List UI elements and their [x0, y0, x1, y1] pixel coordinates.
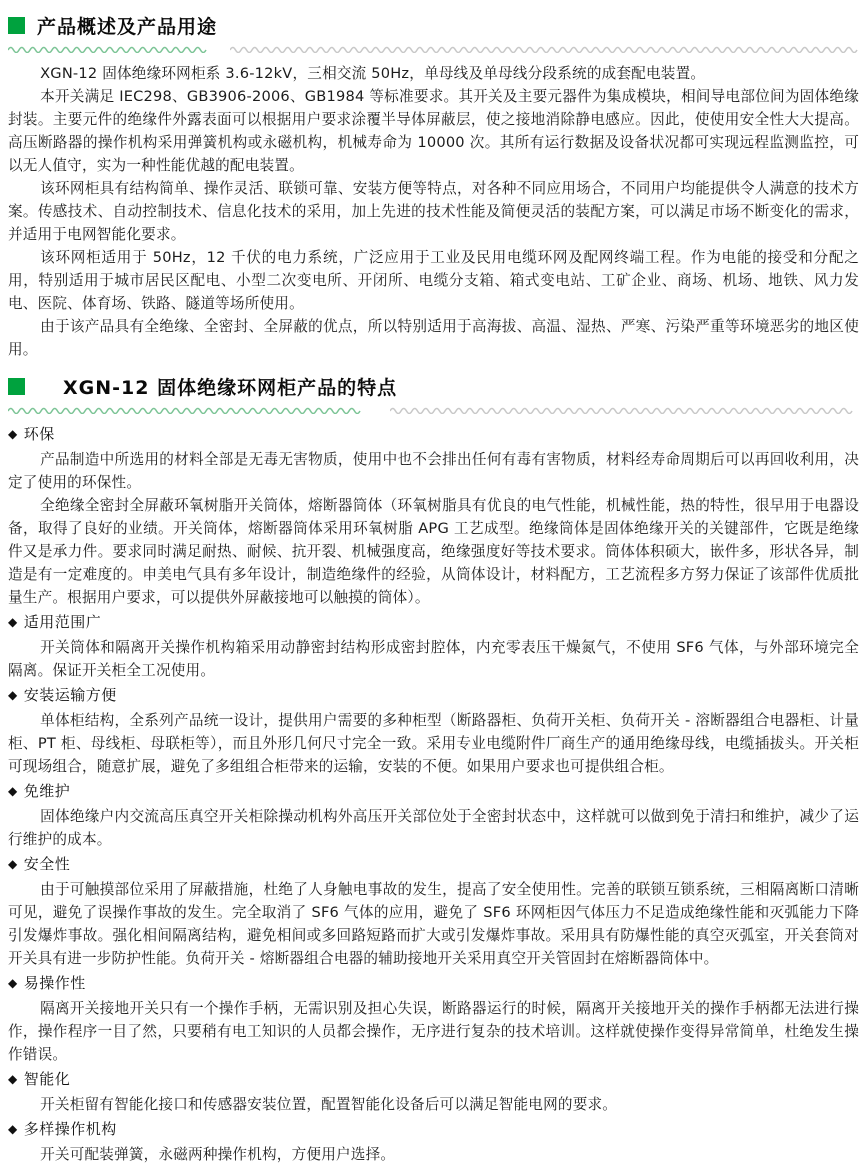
feature-label-text: 适用范围广 [23, 613, 102, 631]
feature-label-text: 安装运输方便 [23, 686, 117, 704]
section-header-overview [8, 12, 859, 39]
feature-label [8, 423, 859, 447]
feature-paragraph: 固体绝缘户内交流高压真空开关柜除操动机构外高压开关部位处于全密封状态中，这样就可以做到免于清扫和维护，减少了运行维护的成本。 [8, 808, 859, 848]
feature-label-text: 环保 [23, 425, 55, 443]
diamond-bullet-icon: ◆ [8, 615, 18, 629]
feature-label [8, 780, 859, 804]
feature-paragraph: 开关可配装弹簧，永磁两种操作机构，方便用户选择。 [40, 1146, 396, 1163]
green-square-bullet-icon [8, 378, 25, 395]
diamond-bullet-icon: ◆ [8, 1122, 18, 1136]
diamond-bullet-icon: ◆ [8, 427, 18, 441]
overview-paragraphs [8, 62, 859, 361]
section-header-features [8, 373, 859, 400]
wavy-divider-features [8, 405, 859, 414]
feature-paragraph: 由于可触摸部位采用了屏蔽措施，杜绝了人身触电事故的发生，提高了安全使用性。完善的联锁互锁系统，三相隔离断口清晰可见，避免了误操作事故的发生。完全取消了 SF6 气体的应用，避免了 SF6 环网柜因气体压力不足造成绝缘性能和灭弧能力下降引发爆炸事故。强化相间隔离结构，避免相间或多回路短路而扩大或引发爆炸事故。采用具有防爆性能的真空灭弧室，开关套筒对开关具有进一步防护性能。负荷开关 - 熔断器组合电器的辅助接地开关采用真空开关管固封在熔断器筒体中。 [8, 881, 859, 967]
feature-label [8, 611, 859, 635]
diamond-bullet-icon: ◆ [8, 1072, 18, 1086]
feature-paragraph: 隔离开关接地开关只有一个操作手柄，无需识别及担心失误，断路器运行的时候，隔离开关接地开关的操作手柄都无法进行操作，操作程序一目了然，只要稍有电工知识的人员都会操作，无序进行复杂的技术培训。这样就使操作变得异常简单，杜绝发生操作错误。 [8, 1000, 859, 1063]
overview-paragraph: 该环网柜适用于 50Hz，12 千伏的电力系统，广泛应用于工业及民用电缆环网及配网终端工程。作为电能的接受和分配之用，特别适用于城市居民区配电、小型二次变电所、开闭所、电缆分支箱、箱式变电站、工矿企业、商场、机场、地铁、风力发电、医院、体育场、铁路、隧道等场所使用。 [8, 249, 859, 312]
feature-paragraph: 全绝缘全密封全屏蔽环氧树脂开关筒体，熔断器筒体（环氧树脂具有优良的电气性能，机械性能，热的特性，很早用于电器设备，取得了良好的业绩。开关筒体，熔断器筒体采用环氧树脂 APG 工艺成型。绝缘筒体是固体绝缘开关的关键部件，它既是绝缘件又是承力件。要求同时满足耐热、耐候、抗开裂、机械强度高，绝缘强度好等技术要求。筒体体积硕大，嵌件多，形状各异，制造是有一定难度的。申美电气具有多年设计，制造绝缘件的经验，从筒体设计，材料配方，工艺流程多方努力保证了该部件优质批量生产。根据用户要求，可以提供外屏蔽接地可以触摸的筒体）。 [8, 497, 859, 606]
feature-paragraph: 开关筒体和隔离开关操作机构箱采用动静密封结构形成密封腔体，内充零表压干燥氮气，不使用 SF6 气体，与外部环境完全隔离。保证开关柜全工况使用。 [8, 639, 859, 679]
feature-label-text: 多样操作机构 [23, 1120, 117, 1138]
diamond-bullet-icon: ◆ [8, 976, 18, 990]
feature-label [8, 853, 859, 877]
feature-label [8, 1068, 859, 1092]
wavy-line-gray [390, 405, 856, 414]
wavy-line-green [8, 405, 368, 414]
feature-label-text: 智能化 [23, 1070, 71, 1088]
diamond-bullet-icon: ◆ [8, 857, 18, 871]
wavy-divider-overview [8, 44, 859, 53]
features-list [8, 423, 859, 1166]
feature-label [8, 1118, 859, 1142]
wavy-line-green [8, 44, 208, 53]
overview-paragraph: 该环网柜具有结构简单、操作灵活、联锁可靠、安装方便等特点，对各种不同应用场合，不同用户均能提供令人满意的技术方案。传感技术、自动控制技术、信息化技术的采用，加上先进的技术性能及简便灵活的装配方案，可以满足市场不断变化的需求，并适用于电网智能化要求。 [8, 180, 859, 243]
feature-label [8, 684, 859, 708]
overview-paragraph: XGN-12 固体绝缘环网柜系 3.6-12kV，三相交流 50Hz，单母线及单母线分段系统的成套配电装置。 [40, 65, 706, 82]
feature-label-text: 易操作性 [23, 974, 86, 992]
feature-paragraph: 开关柜留有智能化接口和传感器安装位置，配置智能化设备后可以满足智能电网的要求。 [40, 1096, 618, 1113]
features-section-title: XGN-12 固体绝缘环网柜产品的特点 [63, 377, 398, 399]
green-square-bullet-icon [8, 17, 25, 34]
overview-paragraph: 由于该产品具有全绝缘、全密封、全屏蔽的优点，所以特别适用于高海拔、高温、湿热、严寒、污染严重等环境恶劣的地区使用。 [8, 318, 859, 358]
wavy-line-gray [230, 44, 858, 53]
feature-label-text: 安全性 [23, 855, 71, 873]
diamond-bullet-icon: ◆ [8, 784, 18, 798]
diamond-bullet-icon: ◆ [8, 688, 18, 702]
feature-paragraph: 产品制造中所选用的材料全部是无毒无害物质，使用中也不会排出任何有毒有害物质，材料经寿命周期后可以再回收利用，决定了使用的环保性。 [8, 451, 859, 491]
feature-paragraph: 单体柜结构，全系列产品统一设计，提供用户需要的多种柜型（断路器柜、负荷开关柜、负荷开关 - 溶断器组合电器柜、计量柜、PT 柜、母线柜、母联柜等），而且外形几何尺寸完全一致。采用专业电缆附件厂商生产的通用绝缘母线，电缆插拔头。开关柜可现场组合，随意扩展，避免了多组组合柜带来的运输，安装的不便。如果用户要求也可提供组合柜。 [8, 712, 859, 775]
feature-label [8, 972, 859, 996]
overview-paragraph: 本开关满足 IEC298、GB3906-2006、GB1984 等标准要求。其开关及主要元器件为集成模块，相间导电部位间为固体绝缘封装。主要元件的绝缘件外露表面可以根据用户要求涂覆半导体屏蔽层，使之接地消除静电感应。因此，使使用安全性大大提高。高压断路器的操作机构采用弹簧机构或永磁机构，机械寿命为 10000 次。其所有运行数据及设备状况都可实现远程监测监控，可以无人值守，实为一种性能优越的配电装置。 [8, 88, 859, 174]
feature-label-text: 免维护 [23, 782, 71, 800]
overview-section-title: 产品概述及产品用途 [37, 16, 218, 38]
